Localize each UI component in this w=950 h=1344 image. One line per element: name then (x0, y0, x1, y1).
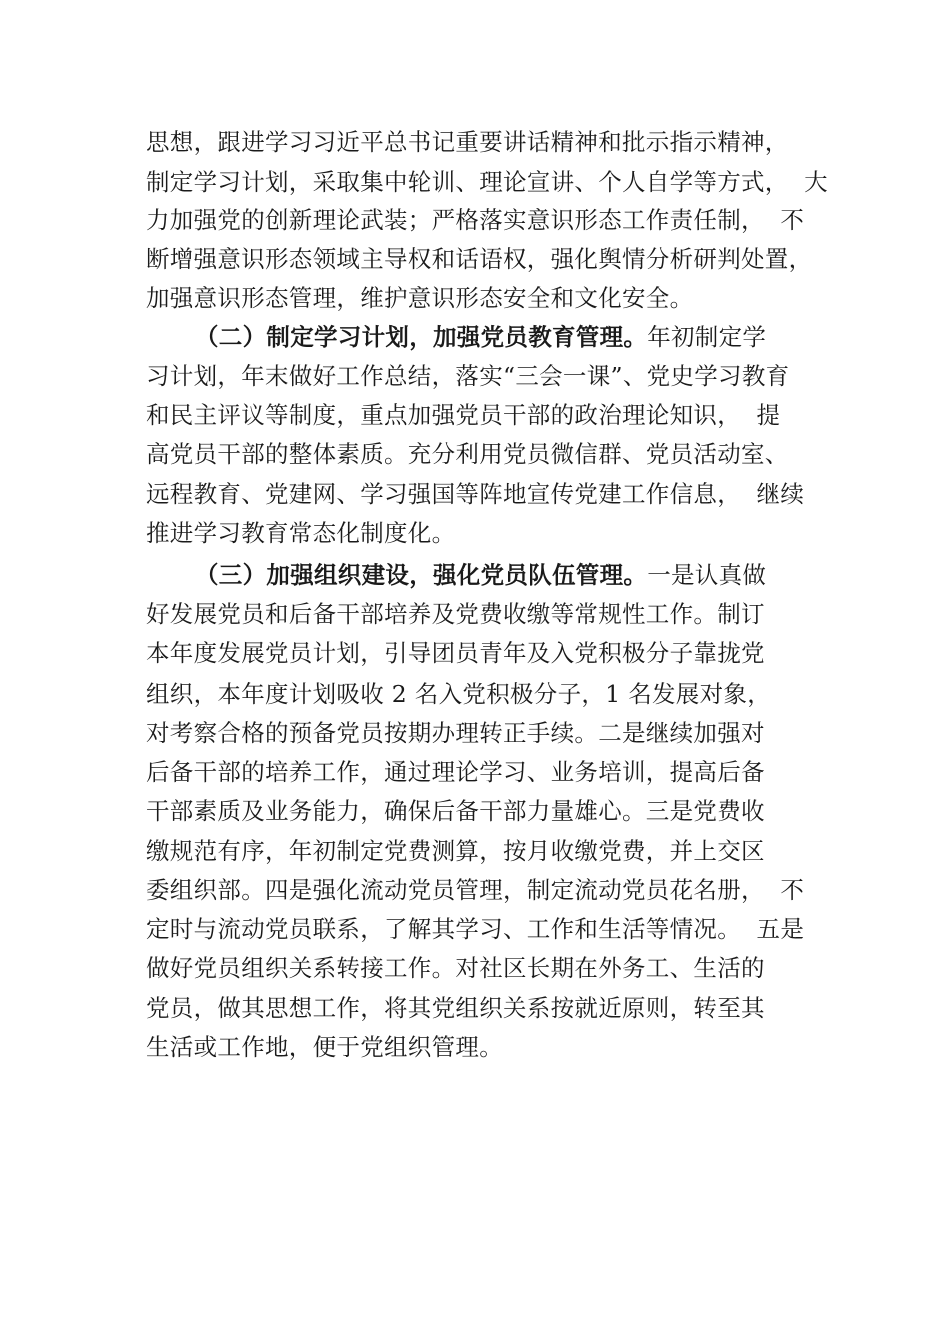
text-line: 组织，本年度计划吸收 2 名入党积极分子，1 名发展对象， (146, 680, 772, 708)
text-line: 本年度发展党员计划，引导团员青年及入党积极分子靠拢党 (146, 639, 765, 667)
text-line: 党员，做其思想工作，将其党组织关系按就近原则，转至其 (146, 994, 765, 1022)
text-line: 远程教育、党建网、学习强国等阵地宣传党建工作信息， 继续 (146, 480, 805, 508)
text-line: 对考察合格的预备党员按期办理转正手续。二是继续加强对 (146, 719, 765, 747)
text-line: 做好党员组织关系转接工作。对社区长期在外务工、生活的 (146, 954, 765, 982)
text-line: 断增强意识形态领域主导权和话语权，强化舆情分析研判处置， (146, 245, 813, 273)
text-line: 制定学习计划，采取集中轮训、理论宣讲、个人自学等方式， 大 (146, 168, 828, 196)
text-line: 后备干部的培养工作，通过理论学习、业务培训，提高后备 (146, 758, 765, 786)
text-span: 一是认真做 (647, 561, 767, 589)
text-line: 好发展党员和后备干部培养及党费收缴等常规性工作。制订 (146, 600, 765, 628)
text-line: 思想，跟进学习习近平总书记重要讲话精神和批示指示精神， (146, 128, 789, 156)
text-span: 年初制定学 (647, 323, 767, 351)
text-line: 高党员干部的整体素质。充分利用党员微信群、党员活动室、 (146, 440, 789, 468)
section-heading-3: （三）加强组织建设，强化党员队伍管理。 (195, 561, 648, 589)
text-line: 干部素质及业务能力，确保后备干部力量雄心。三是党费收 (146, 797, 765, 825)
text-line: 和民主评议等制度，重点加强党员干部的政治理论知识， 提 (146, 401, 781, 429)
text-line: 缴规范有序，年初制定党费测算，按月收缴党费，并上交区 (146, 837, 765, 865)
text-line: 推进学习教育常态化制度化。 (146, 519, 456, 547)
text-line: 力加强党的创新理论武装；严格落实意识形态工作责任制， 不 (146, 206, 805, 234)
section-paragraph-3-first-line (195, 560, 766, 590)
text-line: 委组织部。四是强化流动党员管理，制定流动党员花名册， 不 (146, 876, 805, 904)
text-line: 习计划，年末做好工作总结，落实“三会一课”、党史学习教育 (146, 362, 790, 390)
section-paragraph-2-first-line (195, 322, 766, 352)
section-heading-2: （二）制定学习计划，加强党员教育管理。 (195, 323, 648, 351)
text-line: 加强意识形态管理，维护意识形态安全和文化安全。 (146, 284, 694, 312)
text-line: 生活或工作地，便于党组织管理。 (146, 1033, 503, 1061)
text-line: 定时与流动党员联系，了解其学习、工作和生活等情况。 五是 (146, 915, 805, 943)
